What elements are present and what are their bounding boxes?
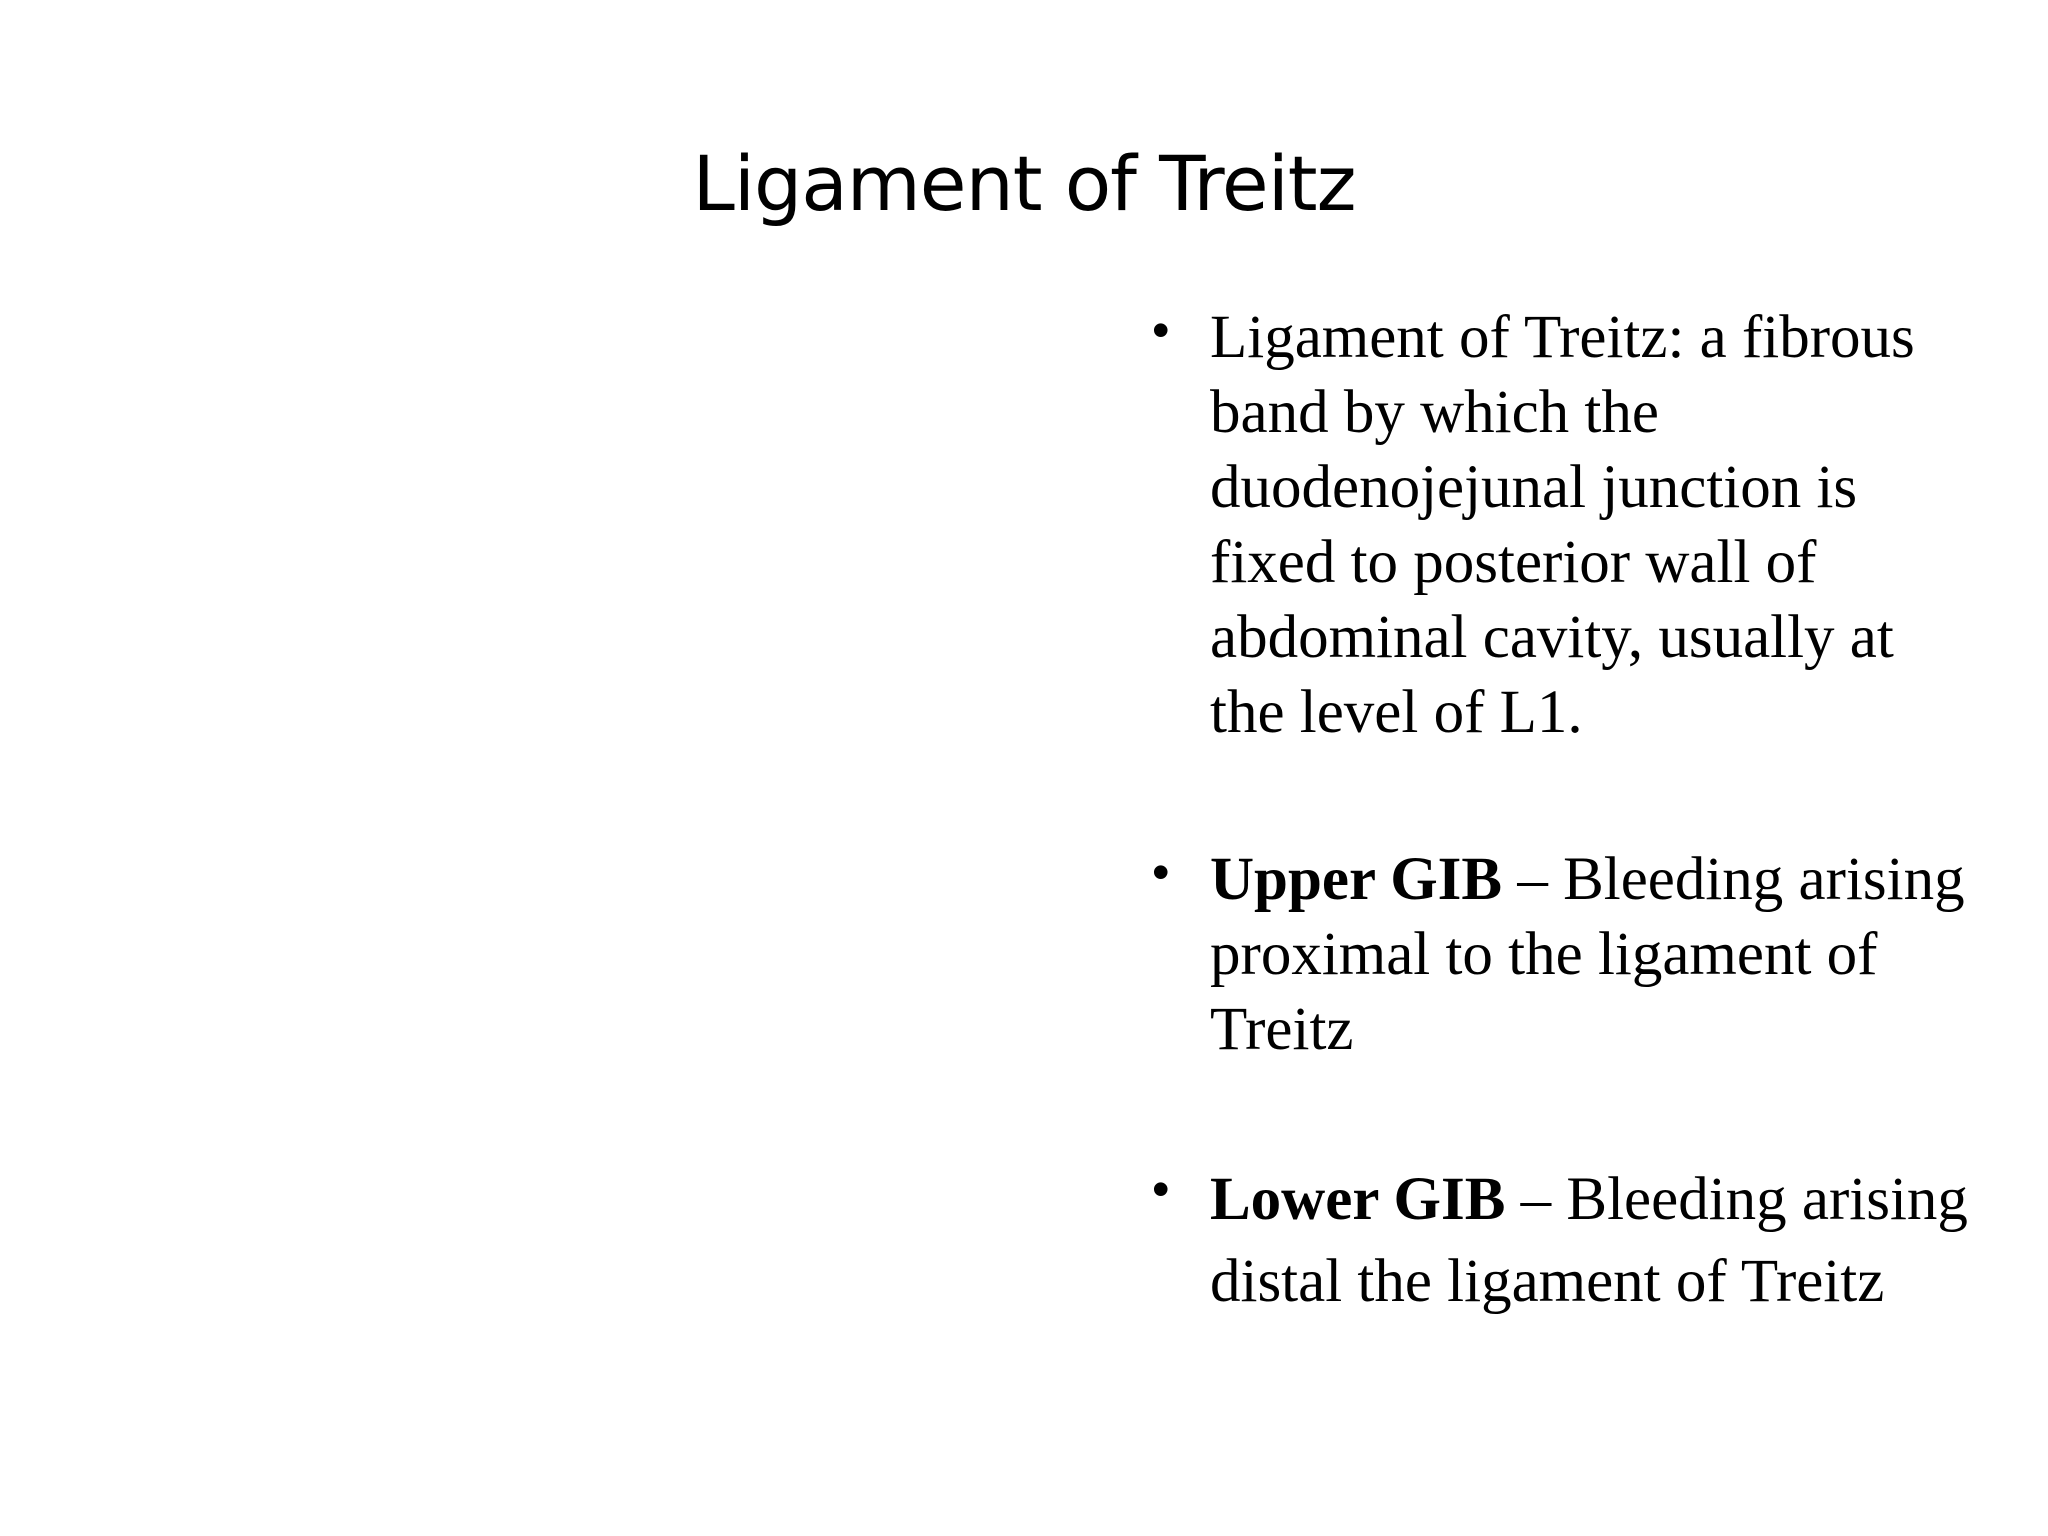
bullet-list: [1150, 300, 1980, 1323]
bullet-item-upper-gib: [1150, 842, 1980, 1067]
bullet-item-definition: [1150, 300, 1980, 750]
bullet-text: Ligament of Treitz: a fibrous band by which the duodenojejunal junction is fixed to posterior wall of abdominal cavity, usually at the level of L1.: [1210, 304, 1915, 746]
bullet-term: Lower GIB: [1210, 1166, 1506, 1233]
bullet-item-lower-gib: [1150, 1159, 1980, 1323]
bullet-text: – Bleeding arising proximal to the ligament of Treitz: [1210, 846, 1965, 1063]
bullet-marker: •: [1152, 1161, 1170, 1217]
bullet-term: Upper GIB: [1210, 846, 1503, 913]
bullet-text: – Bleeding arising distal the ligament of Treitz: [1210, 1166, 1968, 1315]
bullet-marker: •: [1152, 844, 1170, 900]
bullet-marker: •: [1152, 302, 1170, 358]
slide-title: Ligament of Treitz: [692, 139, 1356, 228]
